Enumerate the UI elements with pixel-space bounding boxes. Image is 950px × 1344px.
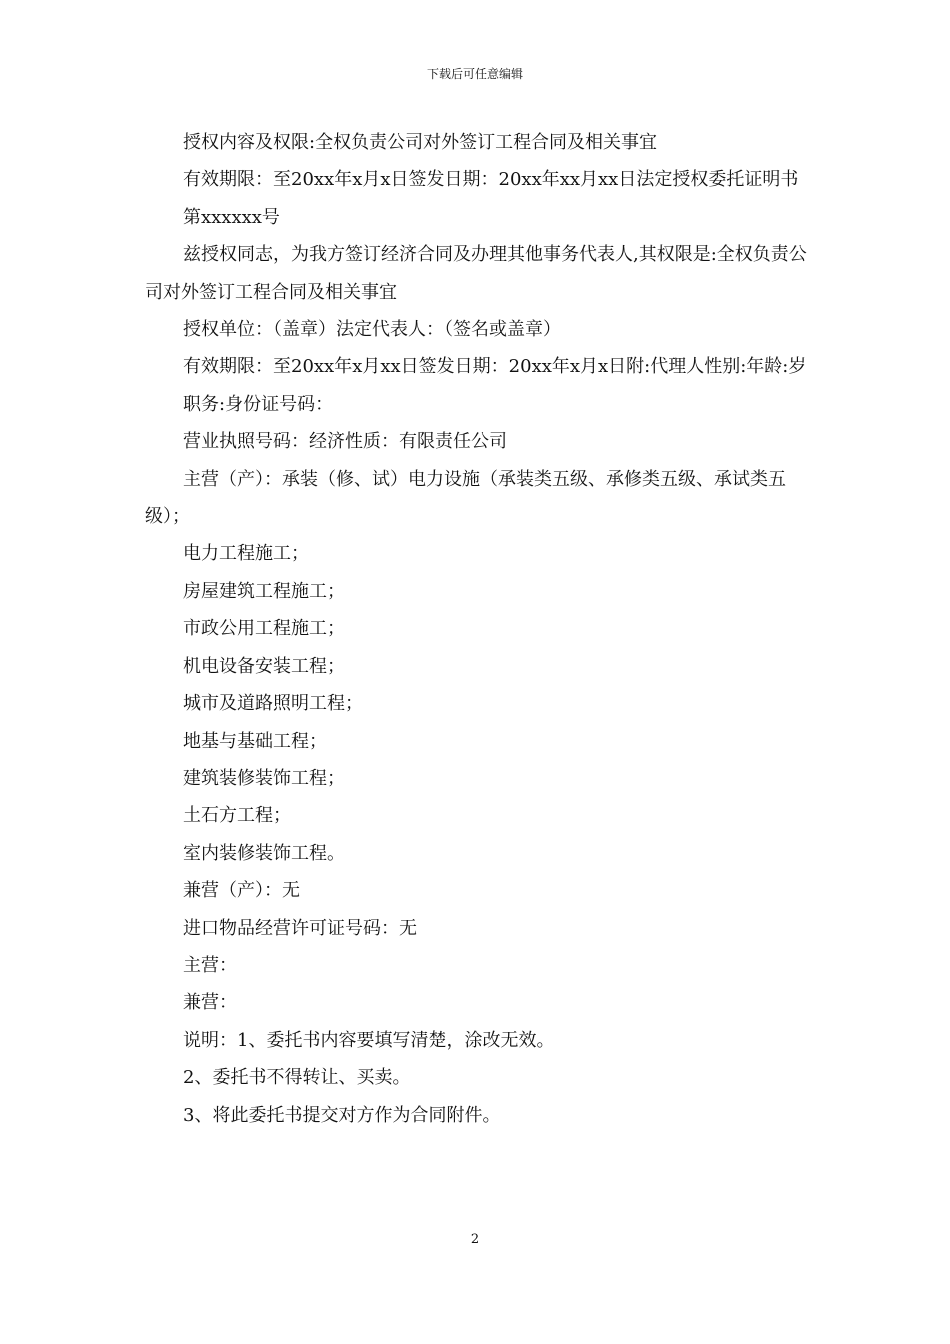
paragraph-main: 主营：	[183, 954, 237, 976]
paragraph-validity-period: 有效期限：至20xx年x月x日签发日期：20xx年xx月xx日法定授权委托证明书	[183, 169, 799, 191]
list-item: 市政公用工程施工；	[183, 618, 345, 640]
page-number: 2	[470, 1232, 480, 1247]
paragraph-side: 兼营：	[183, 992, 237, 1014]
list-item: 室内装修装饰工程。	[183, 842, 345, 864]
list-item: 城市及道路照明工程；	[183, 693, 363, 715]
list-item: 建筑装修装饰工程；	[183, 767, 345, 789]
list-item: 土石方工程；	[183, 805, 291, 827]
paragraph-main-business: 主营（产）：承装（修、试）电力设施（承装类五级、承修类五级、承试类五级）；	[145, 468, 786, 528]
list-item: 地基与基础工程；	[183, 730, 327, 752]
list-item: 机电设备安装工程；	[183, 655, 345, 677]
page-header: 下载后可任意编辑	[426, 67, 523, 81]
list-item: 电力工程施工；	[183, 543, 309, 565]
paragraph-note-2: 2、委托书不得转让、买卖。	[183, 1067, 411, 1089]
paragraph-certificate-number: 第xxxxxx号	[183, 206, 280, 228]
document-body	[145, 124, 810, 1134]
paragraph-note-1: 说明：1、委托书内容要填写清楚，涂改无效。	[183, 1029, 555, 1051]
paragraph-import-license: 进口物品经营许可证号码：无	[183, 917, 417, 939]
paragraph-business-license: 营业执照号码：经济性质：有限责任公司	[183, 431, 507, 453]
paragraph-authorization-statement: 兹授权同志，为我方签订经济合同及办理其他事务代表人,其权限是:全权负责公司对外签订工程合同及相关事宜	[145, 244, 807, 303]
paragraph-note-3: 3、将此委托书提交对方作为合同附件。	[183, 1104, 501, 1126]
paragraph-authorizing-unit: 授权单位：（盖章）法定代表人：（签名或盖章）	[183, 319, 561, 341]
list-item: 房屋建筑工程施工；	[183, 580, 345, 602]
paragraph-side-business: 兼营（产）：无	[183, 880, 300, 902]
paragraph-validity-period-2: 有效期限：至20xx年x月xx日签发日期：20xx年x月x日附:代理人性别:年龄:岁	[183, 356, 807, 378]
paragraph-authorization-scope: 授权内容及权限:全权负责公司对外签订工程合同及相关事宜	[183, 132, 658, 153]
paragraph-position-id: 职务:身份证号码：	[183, 393, 334, 415]
